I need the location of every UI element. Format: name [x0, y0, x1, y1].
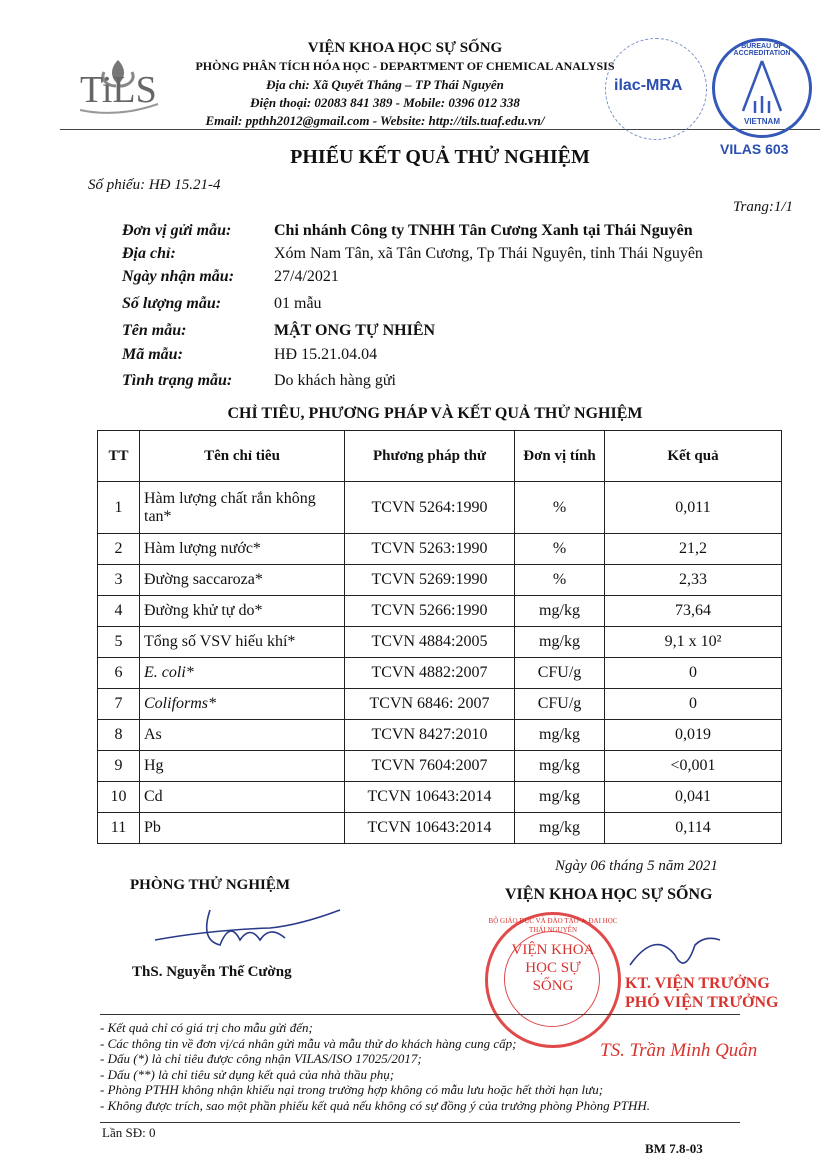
ilac-mra-logo: ilac-MRA [605, 38, 707, 140]
col-header: Tên chỉ tiêu [140, 431, 345, 482]
info-value: HĐ 15.21.04.04 [274, 346, 378, 363]
notes-top-divider [100, 1014, 740, 1015]
signer-role-1: KT. VIỆN TRƯỞNG [625, 975, 770, 992]
revision: Lần SĐ: 0 [102, 1125, 156, 1140]
result: 2,33 [605, 565, 782, 596]
parameter-name: Hg [140, 751, 345, 782]
note: - Dấu (*) là chỉ tiêu được công nhận VILAS/ISO 17025/2017; [100, 1051, 422, 1067]
table-row [98, 782, 782, 813]
parameter-name: Coliforms* [140, 689, 345, 720]
result: 0,011 [605, 482, 782, 534]
unit: mg/kg [515, 627, 605, 658]
tils-logo [70, 38, 165, 118]
test-method: TCVN 4884:2005 [345, 627, 515, 658]
unit: % [515, 565, 605, 596]
info-label: Đơn vị gửi mẫu: [122, 222, 232, 239]
info-value: 01 mẫu [274, 295, 322, 312]
page-number: Trang:1/1 [733, 199, 794, 215]
notes-bottom-divider [100, 1122, 740, 1123]
row-number: 3 [98, 565, 140, 596]
row-number: 2 [98, 534, 140, 565]
result: 9,1 x 10² [605, 627, 782, 658]
form-code: BM 7.8-03 [645, 1141, 703, 1156]
parameter-name: E. coli* [140, 658, 345, 689]
info-label: Tên mẫu: [122, 322, 187, 339]
info-label: Ngày nhận mẫu: [122, 268, 235, 285]
table-row [98, 751, 782, 782]
note: - Kết quả chỉ có giá trị cho mẫu gửi đến; [100, 1020, 313, 1035]
institute-name: VIỆN KHOA HỌC SỰ SỐNG [307, 40, 503, 56]
unit: mg/kg [515, 596, 605, 627]
result: 0,041 [605, 782, 782, 813]
result: 0,114 [605, 813, 782, 844]
test-method: TCVN 10643:2014 [345, 782, 515, 813]
col-header: TT [98, 431, 140, 482]
test-method: TCVN 4882:2007 [345, 658, 515, 689]
row-number: 6 [98, 658, 140, 689]
result: 21,2 [605, 534, 782, 565]
parameter-name: Hàm lượng chất rắn không tan* [140, 482, 345, 534]
parameter-name: Tổng số VSV hiếu khí* [140, 627, 345, 658]
email-website: Email: ppthh2012@gmail.com - Website: http://tils.tuaf.edu.vn/ [205, 113, 545, 128]
row-number: 10 [98, 782, 140, 813]
test-method: TCVN 8427:2010 [345, 720, 515, 751]
note: - Dấu (**) là chỉ tiêu sử dụng kết quả của nhà thầu phụ; [100, 1066, 395, 1082]
table-row [98, 627, 782, 658]
row-number: 11 [98, 813, 140, 844]
parameter-name: Pb [140, 813, 345, 844]
col-header: Đơn vị tính [515, 431, 605, 482]
phone: Điện thoại: 02083 841 389 - Mobile: 0396 012 338 [250, 95, 520, 110]
row-number: 9 [98, 751, 140, 782]
parameter-name: Cd [140, 782, 345, 813]
results-table [97, 430, 782, 844]
unit: CFU/g [515, 689, 605, 720]
note: - Các thông tin về đơn vị/cá nhân gửi mẫu và mẫu thử do khách hàng cung cấp; [100, 1035, 517, 1051]
header-divider [60, 129, 820, 130]
official-red-stamp: BỘ GIÁO DỤC VÀ ĐÀO TẠO ★ ĐẠI HỌC THÁI NGUYÊN VIỆN KHOA HỌC SỰ SỐNG [485, 912, 621, 1048]
table-row [98, 720, 782, 751]
table-row [98, 482, 782, 534]
parameter-name: Đường saccaroza* [140, 565, 345, 596]
info-value: 27/4/2021 [274, 268, 339, 285]
row-number: 8 [98, 720, 140, 751]
table-row [98, 596, 782, 627]
report-number: Số phiếu: HĐ 15.21-4 [88, 177, 221, 193]
row-number: 5 [98, 627, 140, 658]
info-row [122, 295, 322, 313]
table-row [98, 658, 782, 689]
vilas-accreditation-stamp: BUREAU OF ACCREDITATION VIETNAM [712, 38, 812, 138]
parameter-name: Hàm lượng nước* [140, 534, 345, 565]
info-row [122, 322, 435, 340]
notes [100, 1020, 650, 1114]
info-label: Số lượng mẫu: [122, 295, 222, 312]
vilas-number: VILAS 603 [720, 141, 789, 157]
test-method: TCVN 5264:1990 [345, 482, 515, 534]
info-row [122, 245, 703, 263]
info-label: Địa chỉ: [122, 245, 176, 262]
document-title: PHIẾU KẾT QUẢ THỬ NGHIỆM [290, 146, 590, 168]
unit: mg/kg [515, 751, 605, 782]
info-value: Do khách hàng gửi [274, 372, 396, 389]
parameter-name: As [140, 720, 345, 751]
info-row [122, 268, 339, 286]
address: Địa chỉ: Xã Quyết Thắng – TP Thái Nguyên [266, 77, 504, 92]
table-row [98, 534, 782, 565]
col-header: Kết quả [605, 431, 782, 482]
unit: % [515, 534, 605, 565]
lab-title: PHÒNG THỬ NGHIỆM [130, 877, 291, 893]
row-number: 1 [98, 482, 140, 534]
info-label: Tình trạng mẫu: [122, 372, 233, 389]
department-name: PHÒNG PHÂN TÍCH HÓA HỌC - DEPARTMENT OF CHEMICAL ANALYSIS [195, 59, 615, 73]
info-value: Xóm Nam Tân, xã Tân Cương, Tp Thái Nguyên, tỉnh Thái Nguyên [274, 245, 703, 262]
table-row [98, 813, 782, 844]
test-method: TCVN 5266:1990 [345, 596, 515, 627]
table-row [98, 565, 782, 596]
info-row [122, 222, 693, 240]
result: 0 [605, 658, 782, 689]
lab-signer-name: ThS. Nguyễn Thế Cường [132, 964, 292, 980]
info-row [122, 372, 396, 390]
info-value: MẬT ONG TỰ NHIÊN [274, 322, 436, 339]
report-date: Ngày 06 tháng 5 năm 2021 [555, 858, 718, 874]
unit: CFU/g [515, 658, 605, 689]
col-header: Phương pháp thử [345, 431, 515, 482]
test-method: TCVN 7604:2007 [345, 751, 515, 782]
row-number: 7 [98, 689, 140, 720]
lab-signature [150, 900, 350, 955]
result: <0,001 [605, 751, 782, 782]
table-header-row [98, 431, 782, 482]
logo-text: TiLS [80, 69, 157, 111]
unit: % [515, 482, 605, 534]
parameter-name: Đường khử tự do* [140, 596, 345, 627]
note: - Phòng PTHH không nhận khiếu nại trong trường hợp không có mẫu lưu hoặc hết thời hạn lưu; [100, 1082, 604, 1098]
row-number: 4 [98, 596, 140, 627]
signer-role-2: PHÓ VIỆN TRƯỞNG [625, 994, 779, 1011]
director-name: TS. Trần Minh Quân [600, 1040, 758, 1061]
test-method: TCVN 6846: 2007 [345, 689, 515, 720]
table-title: CHỈ TIÊU, PHƯƠNG PHÁP VÀ KẾT QUẢ THỬ NGHIỆM [227, 405, 643, 422]
note: - Không được trích, sao một phần phiếu kết quả nếu không có sự đồng ý của trưởng phòng Phòng PTHH. [100, 1097, 651, 1113]
info-value: Chi nhánh Công ty TNHH Tân Cương Xanh tại Thái Nguyên [274, 222, 693, 239]
table-row [98, 689, 782, 720]
unit: mg/kg [515, 813, 605, 844]
info-label: Mã mẫu: [122, 346, 183, 363]
unit: mg/kg [515, 720, 605, 751]
unit: mg/kg [515, 782, 605, 813]
test-method: TCVN 10643:2014 [345, 813, 515, 844]
institute-sign-title: VIỆN KHOA HỌC SỰ SỐNG [505, 886, 713, 903]
result: 0,019 [605, 720, 782, 751]
test-method: TCVN 5269:1990 [345, 565, 515, 596]
test-method: TCVN 5263:1990 [345, 534, 515, 565]
info-row [122, 346, 377, 364]
result: 73,64 [605, 596, 782, 627]
result: 0 [605, 689, 782, 720]
